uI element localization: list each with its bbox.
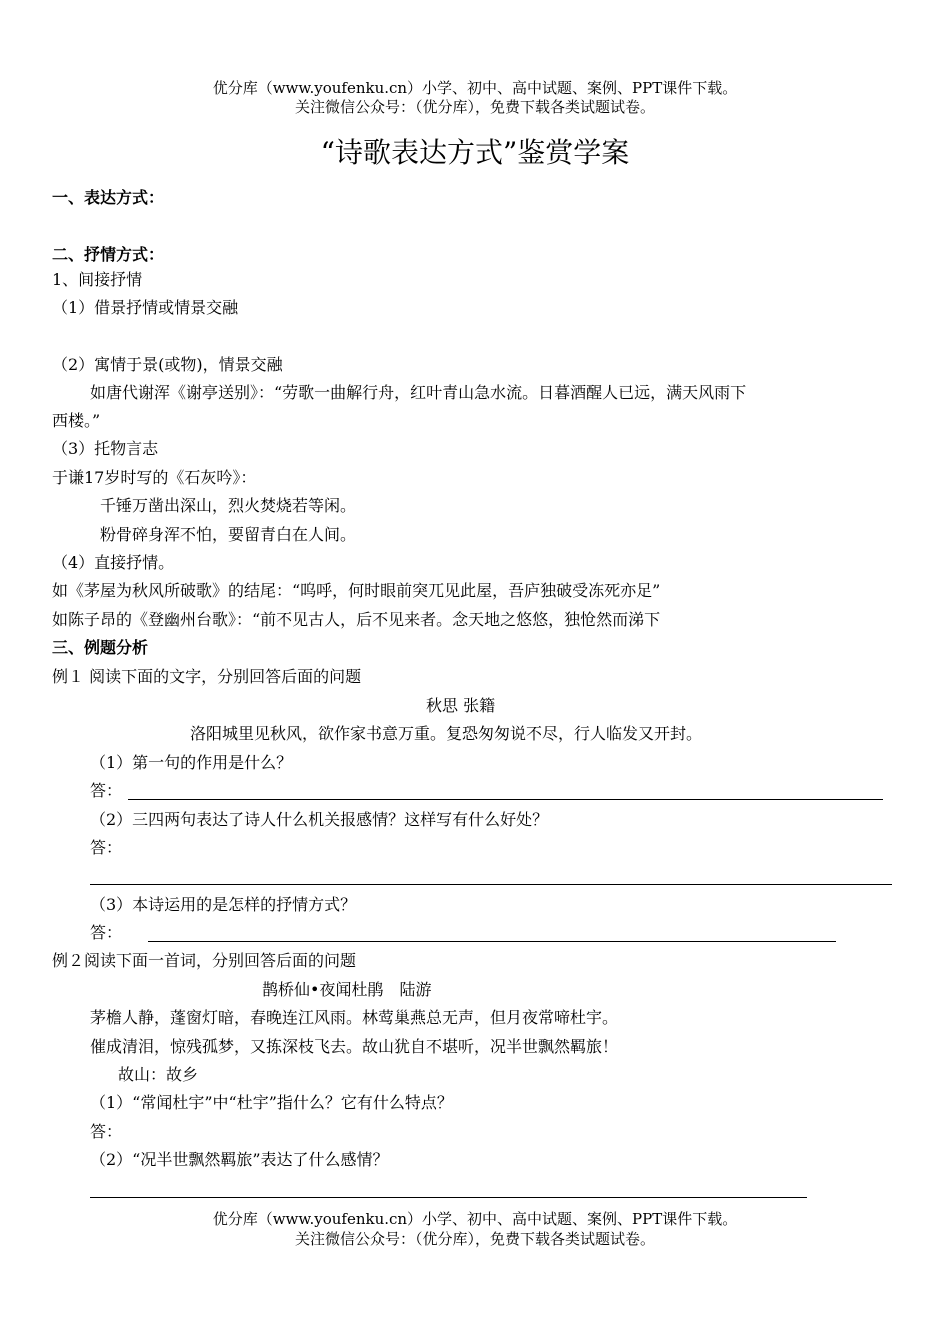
example-1-poem-text: 洛阳城里见秋风，欲作家书意万重。复恐匆匆说不尽，行人临发又开封。 bbox=[190, 724, 703, 743]
answer-1-line[interactable] bbox=[128, 799, 883, 800]
page-title: “诗歌表达方式”鉴赏学案 bbox=[320, 136, 630, 169]
sub-item-2-example-a: 如唐代谢浑《谢亭送别》：“劳歌一曲解行舟，红叶青山急水流。日暮酒醒人已远，满天风雨下 bbox=[90, 383, 747, 402]
example-1-question-3: （3）本诗运用的是怎样的抒情方式？ bbox=[90, 895, 357, 914]
section-1-heading: 一、表达方式： bbox=[52, 188, 165, 207]
example-1-answer-2-label: 答： bbox=[90, 838, 123, 857]
example-1-poem-title: 秋思 张籍 bbox=[426, 696, 496, 715]
example-2-answer-1-label: 答： bbox=[90, 1122, 123, 1141]
sub-item-4-example-1: 如《茅屋为秋风所破歌》的结尾：“呜呼，何时眼前突兀见此屋，吾庐独破受冻死亦足” bbox=[52, 581, 661, 600]
footer-line-2: 关注微信公众号：（优分库），免费下载各类试题试卷。 bbox=[294, 1230, 655, 1248]
section-3-heading: 三、例题分析 bbox=[52, 638, 149, 657]
sub-item-4-example-2: 如陈子昂的《登幽州台歌》：“前不见古人，后不见来者。念天地之悠悠，独怆然而涕下 bbox=[52, 610, 661, 629]
answer-2-line[interactable] bbox=[90, 884, 892, 885]
example-2-poem-line-2: 催成清泪，惊残孤梦，又拣深枝飞去。故山犹自不堪听，况半世飘然羁旅！ bbox=[90, 1037, 619, 1056]
example-1-intro: 例１ 阅读下面的文字，分别回答后面的问题 bbox=[52, 667, 362, 686]
sub-item-2-example-b: 西楼。” bbox=[52, 411, 101, 430]
sub-item-2: （2）寓情于景(或物)，情景交融 bbox=[52, 355, 283, 374]
poem-line-1: 千锤万凿出深山，烈火焚烧若等闲。 bbox=[100, 496, 357, 515]
example-2-intro: 例２阅读下面一首词，分别回答后面的问题 bbox=[52, 951, 357, 970]
footer-line-1: 优分库（www.youfenku.cn）小学、初中、高中试题、案例、PPT课件下载。 bbox=[212, 1210, 738, 1228]
example-2-poem-line-1: 茅檐人静，蓬窗灯暗，春晚连江风雨。林莺巢燕总无声，但月夜常啼杜宇。 bbox=[90, 1008, 619, 1027]
example-2-poem-title: 鹊桥仙•夜闻杜鹃 陆游 bbox=[262, 980, 432, 999]
sub-item-3: （3）托物言志 bbox=[52, 439, 159, 458]
sub-item-4: （4）直接抒情。 bbox=[52, 553, 175, 572]
header-line-1: 优分库（www.youfenku.cn）小学、初中、高中试题、案例、PPT课件下载。 bbox=[212, 79, 738, 97]
indirect-lyric-item: 1、间接抒情 bbox=[52, 270, 143, 289]
example-2-question-1: （1）“常闻杜宇”中“杜宇”指什么？它有什么特点？ bbox=[90, 1093, 453, 1112]
sub-item-1: （1）借景抒情或情景交融 bbox=[52, 298, 239, 317]
example-2-question-2: （2）“况半世飘然羁旅”表达了什么感情？ bbox=[90, 1150, 389, 1169]
sub-item-3-intro: 于谦17岁时写的《石灰吟》： bbox=[52, 468, 257, 487]
example-1-answer-1-label: 答： bbox=[90, 781, 123, 800]
answer-4-line[interactable] bbox=[90, 1197, 807, 1198]
header-line-2: 关注微信公众号：（优分库），免费下载各类试题试卷。 bbox=[294, 98, 655, 116]
example-2-note: 故山：故乡 bbox=[118, 1065, 199, 1084]
example-1-answer-3-label: 答： bbox=[90, 923, 123, 942]
example-1-question-1: （1）第一句的作用是什么？ bbox=[90, 753, 293, 772]
answer-3-line[interactable] bbox=[148, 941, 836, 942]
example-1-question-2: （2）三四两句表达了诗人什么机关报感情？这样写有什么好处？ bbox=[90, 810, 549, 829]
section-2-heading: 二、抒情方式： bbox=[52, 245, 165, 264]
poem-line-2: 粉骨碎身浑不怕，要留青白在人间。 bbox=[100, 525, 357, 544]
